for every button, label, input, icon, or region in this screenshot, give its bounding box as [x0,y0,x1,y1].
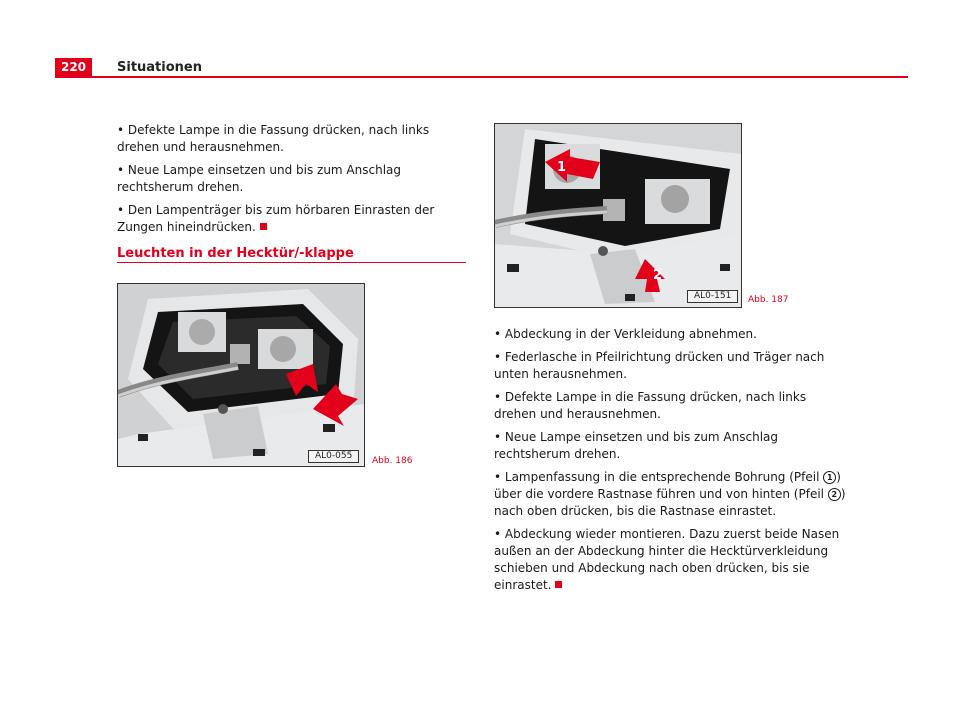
paragraph: • Abdeckung in der Verkleidung abnehmen. [494,327,757,341]
figure-caption: Abb. 187 [748,295,789,305]
figure-186-photo [117,283,365,467]
paragraph-text: • Lampenfassung in die entsprechende Bohrung (Pfeil [494,470,824,484]
figure-caption: Abb. 186 [372,456,413,466]
paragraph: • Federlasche in Pfeilrichtung drücken und Träger nach unten herausnehmen. [494,350,825,381]
arrow-reference-2: 2 [828,488,841,501]
lamp-carrier-illustration [495,124,741,307]
paragraph-text: • Den Lampenträger bis zum hörbaren Einrasten der Zungen hineindrücken. [117,203,435,234]
paragraph [117,202,467,236]
figure-187-photo [494,123,742,308]
paragraph-text: ) über die vordere Rastnase führen und von hinten (Pfeil [494,470,841,501]
subheading: Leuchten in der Hecktür/-klappe [117,246,354,261]
header-rule [55,76,908,78]
arrow-reference-1: 1 [823,471,836,484]
end-marker-icon [555,581,562,588]
paragraph: • Defekte Lampe in die Fassung drücken, nach links drehen und herausnehmen. [117,123,430,154]
paragraph-text: ) nach oben drücken, bis die Rastnase einrastet. [494,487,846,518]
paragraph [494,526,850,594]
subheading-rule [117,262,466,263]
figure-code-label: AL0-055 [308,450,359,463]
arrow-2-label: 2 [653,268,663,283]
lamp-holder-illustration [118,284,364,466]
paragraph-text: • Abdeckung wieder montieren. Dazu zuerst beide Nasen außen an der Abdeckung hinter die Hecktürverkleidung schieben und Abdeckung nach oben drücken, bis sie einrastet. [494,527,840,592]
right-text-column [494,326,850,600]
paragraph [494,469,850,520]
paragraph: • Defekte Lampe in die Fassung drücken, nach links drehen und herausnehmen. [494,390,807,421]
figure-code-label: AL0-151 [687,290,738,303]
page-number: 220 [55,58,92,77]
section-title: Situationen [117,60,202,75]
left-text-column [117,122,467,242]
paragraph: • Neue Lampe einsetzen und bis zum Anschlag rechtsherum drehen. [494,430,779,461]
end-marker-icon [260,223,267,230]
arrow-1-label: 1 [557,160,567,175]
paragraph: • Neue Lampe einsetzen und bis zum Anschlag rechtsherum drehen. [117,163,402,194]
